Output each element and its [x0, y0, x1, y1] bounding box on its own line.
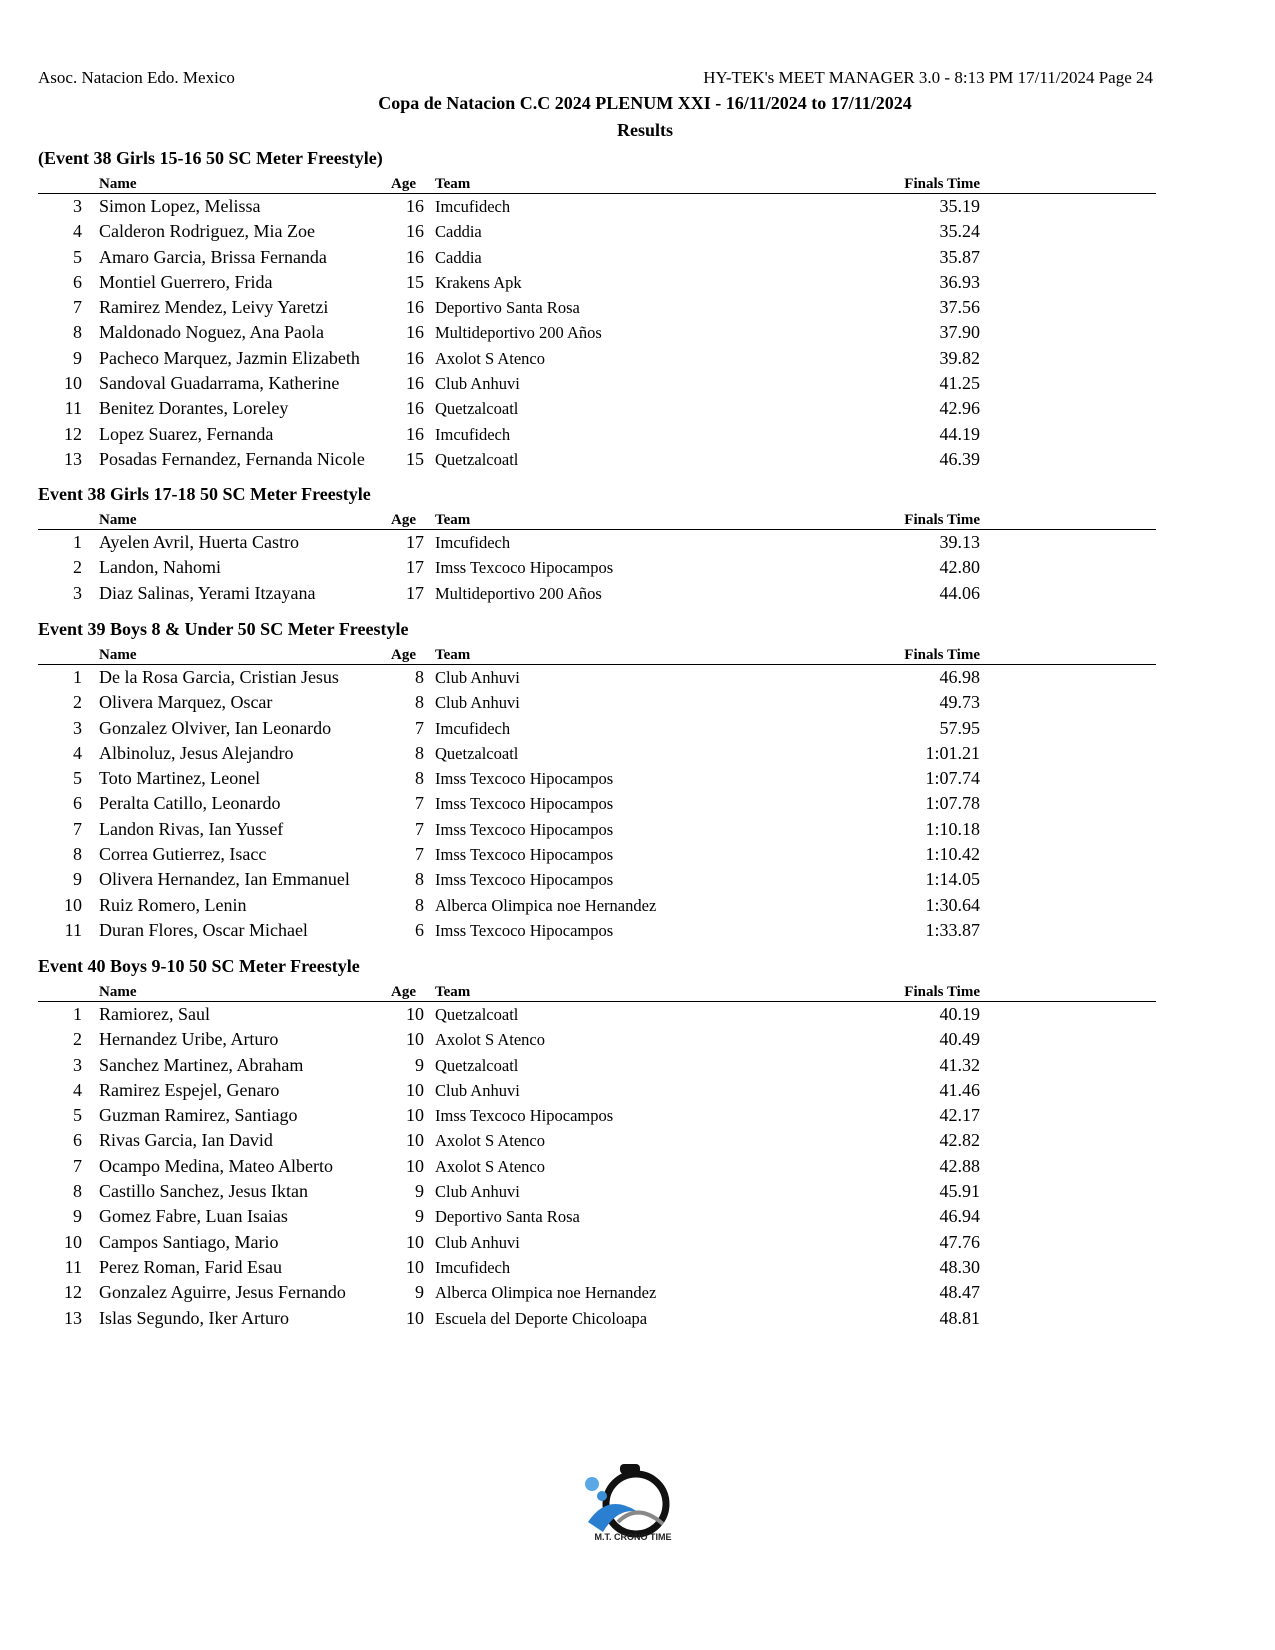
place: 8 — [73, 844, 82, 865]
place: 6 — [73, 1130, 82, 1151]
swimmer-name: Gonzalez Olviver, Ian Leonardo — [99, 717, 332, 738]
finals-time: 39.13 — [939, 532, 980, 552]
team: Axolot S Atenco — [435, 348, 545, 368]
table-row — [38, 422, 1156, 447]
finals-time: 1:10.42 — [925, 844, 980, 865]
event-title: Event 39 Boys 8 & Under 50 SC Meter Freestyle — [38, 619, 409, 639]
col-team: Team — [435, 984, 471, 1000]
place: 9 — [73, 1206, 82, 1227]
finals-time: 37.56 — [939, 297, 980, 318]
col-name: Name — [99, 176, 137, 192]
table-row — [38, 447, 1156, 472]
age: 16 — [406, 347, 424, 368]
team: Quetzalcoatl — [435, 1005, 519, 1024]
col-age: Age — [391, 984, 416, 1000]
event-section — [38, 617, 1156, 943]
place: 1 — [73, 532, 82, 552]
team: Axolot S Atenco — [435, 1156, 545, 1176]
team: Escuela del Deporte Chicoloapa — [435, 1308, 648, 1328]
age: 10 — [406, 1029, 424, 1050]
swimmer-name: Ramiorez, Saul — [99, 1004, 210, 1024]
age: 9 — [415, 1282, 424, 1303]
age: 10 — [406, 1004, 424, 1024]
place: 2 — [73, 692, 82, 713]
finals-time: 47.76 — [939, 1231, 980, 1252]
team: Club Anhuvi — [435, 693, 520, 713]
swimmer-name: Castillo Sanchez, Jesus Iktan — [99, 1181, 308, 1202]
table-row — [38, 194, 1156, 219]
finals-time: 42.80 — [939, 557, 980, 578]
age: 16 — [406, 297, 424, 318]
column-header — [38, 171, 1156, 194]
place: 5 — [73, 246, 82, 267]
event-title: Event 38 Girls 17-18 50 SC Meter Freestyle — [38, 484, 371, 504]
table-row — [38, 741, 1156, 766]
place: 3 — [73, 1054, 82, 1075]
age: 15 — [406, 271, 424, 292]
table-row — [38, 396, 1156, 421]
col-time: Finals Time — [904, 512, 980, 528]
team: Krakens Apk — [435, 272, 522, 292]
col-team: Team — [435, 647, 471, 663]
team: Quetzalcoatl — [435, 399, 519, 419]
place: 4 — [73, 742, 82, 763]
team: Imss Texcoco Hipocampos — [435, 845, 614, 865]
event-section — [38, 954, 1156, 1331]
table-row — [38, 295, 1156, 320]
organization-name: Asoc. Natacion Edo. Mexico — [38, 68, 235, 87]
place: 7 — [73, 1155, 82, 1176]
place: 4 — [73, 1079, 82, 1100]
event-title: (Event 38 Girls 15-16 50 SC Meter Freestyle) — [38, 148, 383, 168]
table-row — [38, 219, 1156, 244]
age: 8 — [415, 894, 424, 915]
age: 10 — [406, 1307, 424, 1328]
col-team: Team — [435, 512, 471, 528]
place: 4 — [73, 221, 82, 242]
age: 8 — [415, 742, 424, 763]
team: Alberca Olimpica noe Hernandez — [435, 1283, 657, 1303]
swimmer-name: Maldonado Noguez, Ana Paola — [99, 322, 324, 343]
swimmer-name: Hernandez Uribe, Arturo — [99, 1029, 279, 1050]
team: Imss Texcoco Hipocampos — [435, 1106, 614, 1126]
table-row — [38, 1306, 1156, 1331]
table-row — [38, 1078, 1156, 1103]
finals-time: 35.19 — [939, 196, 980, 216]
age: 9 — [415, 1206, 424, 1227]
age: 16 — [406, 196, 424, 216]
swimmer-name: Amaro Garcia, Brissa Fernanda — [99, 246, 327, 267]
age: 7 — [415, 717, 424, 738]
age: 10 — [406, 1105, 424, 1126]
swimmer-name: Olivera Marquez, Oscar — [99, 692, 273, 713]
finals-time: 46.39 — [939, 448, 980, 469]
col-age: Age — [391, 647, 416, 663]
place: 13 — [64, 448, 82, 469]
age: 10 — [406, 1130, 424, 1151]
finals-time: 40.19 — [939, 1004, 980, 1024]
place: 5 — [73, 768, 82, 789]
team: Club Anhuvi — [435, 668, 520, 687]
team: Imss Texcoco Hipocampos — [435, 870, 614, 890]
age: 7 — [415, 844, 424, 865]
swimmer-name: Sandoval Guadarrama, Katherine — [99, 373, 340, 394]
place: 7 — [73, 818, 82, 839]
age: 9 — [415, 1054, 424, 1075]
swimmer-name: Sanchez Martinez, Abraham — [99, 1054, 304, 1075]
age: 15 — [406, 448, 424, 469]
place: 5 — [73, 1105, 82, 1126]
table-row — [38, 1027, 1156, 1052]
finals-time: 1:30.64 — [925, 894, 980, 915]
age: 8 — [415, 768, 424, 789]
team: Quetzalcoatl — [435, 743, 519, 763]
place: 7 — [73, 297, 82, 318]
finals-time: 39.82 — [939, 347, 980, 368]
table-row — [38, 918, 1156, 943]
place: 10 — [64, 1231, 82, 1252]
table-row — [38, 245, 1156, 270]
swimmer-name: De la Rosa Garcia, Cristian Jesus — [99, 667, 339, 687]
column-header — [38, 642, 1156, 665]
place: 1 — [73, 667, 82, 687]
software-info: HY-TEK's MEET MANAGER 3.0 - 8:13 PM 17/11/2024 Page 24 — [703, 68, 1153, 87]
finals-time: 42.96 — [939, 398, 980, 419]
age: 10 — [406, 1256, 424, 1277]
place: 2 — [73, 557, 82, 578]
col-time: Finals Time — [904, 176, 980, 192]
place: 9 — [73, 347, 82, 368]
finals-time: 41.25 — [939, 373, 980, 394]
finals-time: 57.95 — [939, 717, 980, 738]
table-row — [38, 766, 1156, 791]
event-title: Event 40 Boys 9-10 50 SC Meter Freestyle — [38, 956, 360, 976]
age: 7 — [415, 793, 424, 814]
results-heading: Results — [616, 120, 673, 140]
swimmer-name: Gonzalez Aguirre, Jesus Fernando — [99, 1282, 346, 1303]
col-name: Name — [99, 984, 137, 1000]
team: Multideportivo 200 Años — [435, 583, 602, 603]
place: 11 — [64, 1256, 82, 1277]
col-team: Team — [435, 176, 471, 192]
place: 8 — [73, 1181, 82, 1202]
place: 8 — [73, 322, 82, 343]
team: Quetzalcoatl — [435, 1055, 519, 1075]
age: 10 — [406, 1079, 424, 1100]
place: 11 — [64, 919, 82, 940]
finals-time: 41.46 — [939, 1079, 980, 1100]
place: 3 — [73, 582, 82, 603]
swimmer-name: Simon Lopez, Melissa — [99, 196, 261, 216]
place: 12 — [64, 423, 82, 444]
swimmer-name: Posadas Fernandez, Fernanda Nicole — [99, 448, 365, 469]
table-row — [38, 320, 1156, 345]
swimmer-name: Guzman Ramirez, Santiago — [99, 1105, 298, 1126]
place: 3 — [73, 196, 82, 216]
finals-time: 1:33.87 — [925, 919, 980, 940]
place: 2 — [73, 1029, 82, 1050]
place: 1 — [73, 1004, 82, 1024]
swimmer-name: Rivas Garcia, Ian David — [99, 1130, 273, 1151]
team: Caddia — [435, 222, 482, 242]
table-row — [38, 791, 1156, 816]
col-name: Name — [99, 512, 137, 528]
team: Axolot S Atenco — [435, 1131, 545, 1151]
table-row — [38, 1204, 1156, 1229]
team: Club Anhuvi — [435, 1232, 520, 1252]
team: Imcufidech — [435, 1257, 511, 1277]
age: 16 — [406, 322, 424, 343]
col-time: Finals Time — [904, 984, 980, 1000]
team: Club Anhuvi — [435, 1080, 520, 1100]
table-row — [38, 1255, 1156, 1280]
swimmer-name: Albinoluz, Jesus Alejandro — [99, 742, 294, 763]
swimmer-name: Ayelen Avril, Huerta Castro — [99, 532, 299, 552]
col-age: Age — [391, 176, 416, 192]
swimmer-name: Ocampo Medina, Mateo Alberto — [99, 1155, 333, 1176]
swimmer-name: Perez Roman, Farid Esau — [99, 1256, 282, 1277]
age: 17 — [406, 557, 424, 578]
swimmer-name: Correa Gutierrez, Isacc — [99, 844, 267, 865]
finals-time: 44.19 — [939, 423, 980, 444]
team: Deportivo Santa Rosa — [435, 1207, 580, 1227]
logo-text: M.T. CRONO TIME — [594, 1532, 672, 1542]
table-row — [38, 1179, 1156, 1204]
place: 6 — [73, 793, 82, 814]
table-row — [38, 270, 1156, 295]
team: Axolot S Atenco — [435, 1030, 545, 1050]
place: 12 — [64, 1282, 82, 1303]
swimmer-name: Calderon Rodriguez, Mia Zoe — [99, 221, 315, 242]
finals-time: 35.87 — [939, 246, 980, 267]
finals-time: 48.47 — [939, 1282, 980, 1303]
swimmer-name: Landon, Nahomi — [99, 557, 221, 578]
swimmer-name: Duran Flores, Oscar Michael — [99, 919, 308, 940]
swimmer-name: Pacheco Marquez, Jazmin Elizabeth — [99, 347, 360, 368]
team: Imcufidech — [435, 197, 511, 216]
age: 16 — [406, 246, 424, 267]
place: 11 — [64, 398, 82, 419]
finals-time: 42.17 — [939, 1105, 980, 1126]
finals-time: 46.94 — [939, 1206, 980, 1227]
age: 10 — [406, 1231, 424, 1252]
team: Deportivo Santa Rosa — [435, 298, 580, 318]
swimmer-name: Gomez Fabre, Luan Isaias — [99, 1206, 288, 1227]
table-row — [38, 817, 1156, 842]
finals-time: 48.81 — [939, 1307, 980, 1328]
finals-time: 1:14.05 — [925, 869, 980, 890]
team: Imss Texcoco Hipocampos — [435, 819, 614, 839]
table-row — [38, 716, 1156, 741]
col-name: Name — [99, 647, 137, 663]
age: 16 — [406, 423, 424, 444]
table-row — [38, 1002, 1156, 1027]
table-row — [38, 1154, 1156, 1179]
team: Imcufidech — [435, 424, 511, 444]
place: 6 — [73, 271, 82, 292]
table-row — [38, 346, 1156, 371]
finals-time: 41.32 — [939, 1054, 980, 1075]
age: 17 — [406, 532, 424, 552]
swimmer-name: Ramirez Mendez, Leivy Yaretzi — [99, 297, 329, 318]
finals-time: 1:10.18 — [925, 818, 980, 839]
swimmer-name: Landon Rivas, Ian Yussef — [99, 818, 284, 839]
swimmer-name: Diaz Salinas, Yerami Itzayana — [99, 582, 316, 603]
age: 7 — [415, 818, 424, 839]
finals-time: 35.24 — [939, 221, 980, 242]
team: Imcufidech — [435, 533, 511, 552]
table-row — [38, 555, 1156, 580]
column-header — [38, 979, 1156, 1002]
column-header — [38, 507, 1156, 530]
col-age: Age — [391, 512, 416, 528]
swimmer-name: Olivera Hernandez, Ian Emmanuel — [99, 869, 350, 890]
table-row — [38, 1230, 1156, 1255]
table-row — [38, 1280, 1156, 1305]
swimmer-name: Ruiz Romero, Lenin — [99, 894, 247, 915]
age: 10 — [406, 1155, 424, 1176]
crono-time-logo — [578, 1462, 688, 1544]
swimmer-name: Campos Santiago, Mario — [99, 1231, 279, 1252]
table-row — [38, 690, 1156, 715]
event-section — [38, 146, 1156, 472]
place: 3 — [73, 717, 82, 738]
swimmer-name: Lopez Suarez, Fernanda — [99, 423, 274, 444]
age: 9 — [415, 1181, 424, 1202]
age: 16 — [406, 373, 424, 394]
place: 10 — [64, 373, 82, 394]
age: 6 — [415, 919, 424, 940]
age: 16 — [406, 398, 424, 419]
finals-time: 36.93 — [939, 271, 980, 292]
age: 8 — [415, 869, 424, 890]
finals-time: 44.06 — [939, 582, 980, 603]
table-row — [38, 842, 1156, 867]
team: Quetzalcoatl — [435, 449, 519, 469]
swimmer-name: Toto Martinez, Leonel — [99, 768, 261, 789]
age: 8 — [415, 692, 424, 713]
meet-title: Copa de Natacion C.C 2024 PLENUM XXI - 16/11/2024 to 17/11/2024 — [378, 93, 912, 113]
table-row — [38, 665, 1156, 690]
table-row — [38, 893, 1156, 918]
swimmer-name: Peralta Catillo, Leonardo — [99, 793, 281, 814]
age: 17 — [406, 582, 424, 603]
table-row — [38, 371, 1156, 396]
swimmer-name: Benitez Dorantes, Loreley — [99, 398, 289, 419]
table-row — [38, 1128, 1156, 1153]
team: Imss Texcoco Hipocampos — [435, 558, 614, 578]
team: Imss Texcoco Hipocampos — [435, 794, 614, 814]
place: 13 — [64, 1307, 82, 1328]
table-row — [38, 1053, 1156, 1078]
finals-time: 1:07.74 — [925, 768, 980, 789]
table-row — [38, 581, 1156, 606]
place: 10 — [64, 894, 82, 915]
table-row — [38, 530, 1156, 555]
finals-time: 1:07.78 — [925, 793, 980, 814]
finals-time: 49.73 — [939, 692, 980, 713]
col-time: Finals Time — [904, 647, 980, 663]
finals-time: 45.91 — [939, 1181, 980, 1202]
place: 9 — [73, 869, 82, 890]
finals-time: 40.49 — [939, 1029, 980, 1050]
swimmer-name: Montiel Guerrero, Frida — [99, 271, 273, 292]
finals-time: 46.98 — [939, 667, 980, 687]
table-row — [38, 1103, 1156, 1128]
swimmer-name: Islas Segundo, Iker Arturo — [99, 1307, 289, 1328]
event-section — [38, 482, 1156, 606]
team: Alberca Olimpica noe Hernandez — [435, 895, 657, 915]
age: 8 — [415, 667, 424, 687]
team: Caddia — [435, 247, 482, 267]
team: Club Anhuvi — [435, 1182, 520, 1202]
swimmer-name: Ramirez Espejel, Genaro — [99, 1079, 280, 1100]
finals-time: 42.88 — [939, 1155, 980, 1176]
finals-time: 37.90 — [939, 322, 980, 343]
team: Imcufidech — [435, 718, 511, 738]
team: Imss Texcoco Hipocampos — [435, 920, 614, 940]
table-row — [38, 867, 1156, 892]
finals-time: 1:01.21 — [925, 742, 980, 763]
team: Club Anhuvi — [435, 374, 520, 394]
finals-time: 48.30 — [939, 1256, 980, 1277]
team: Multideportivo 200 Años — [435, 323, 602, 343]
age: 16 — [406, 221, 424, 242]
team: Imss Texcoco Hipocampos — [435, 769, 614, 789]
finals-time: 42.82 — [939, 1130, 980, 1151]
